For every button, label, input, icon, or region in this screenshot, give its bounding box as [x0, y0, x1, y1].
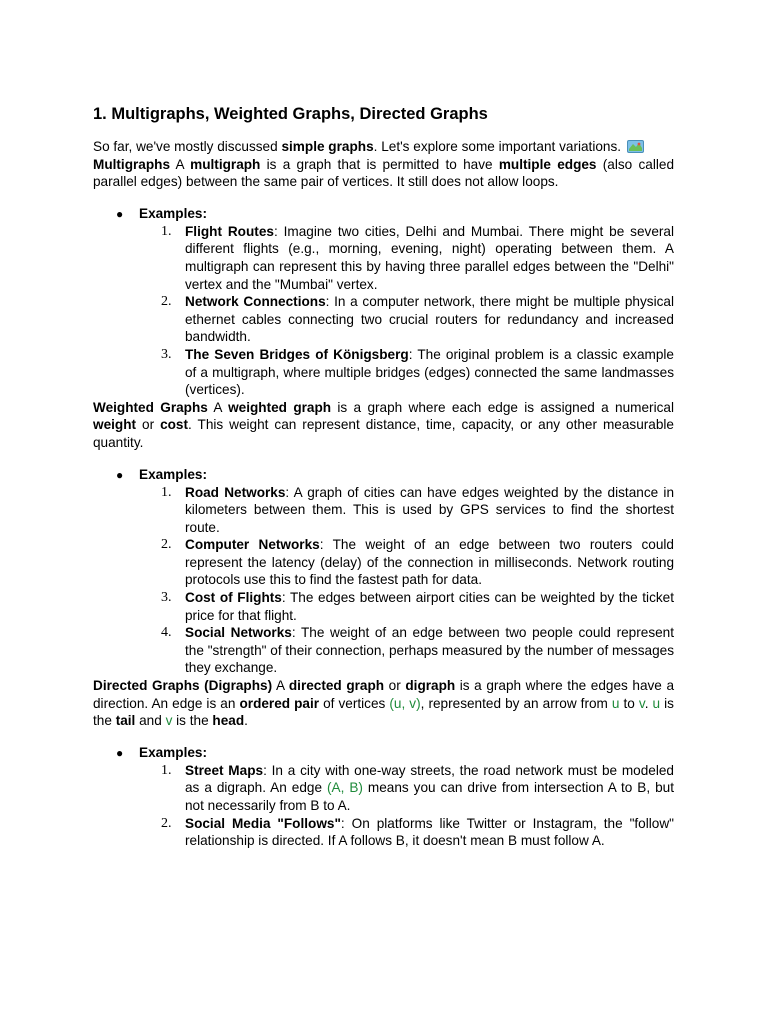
bullet-dot-icon: ●: [116, 745, 124, 760]
weighted-examples: [93, 466, 674, 678]
list-item: 1. Street Maps: In a city with one-way streets, the road network must be modeled as a digraph. An edge (A, B) means you can drive from intersection A to B, but not necessarily from B to A.: [161, 762, 675, 813]
map-icon: [627, 140, 644, 153]
document-content: [93, 103, 674, 850]
list-item: 3. The Seven Bridges of Königsberg: The original problem is a classic example of a multigraph, where multiple bridges (edges) connected the same landmasses (vertices).: [161, 346, 674, 398]
directed-examples: [93, 744, 674, 850]
multigraphs-example-list: [93, 223, 674, 399]
code-inline: u: [652, 695, 661, 711]
list-item: 4. Social Networks: The weight of an edge between two people could represent the "strength" of their connection, perhaps measured by the number of messages they exchange.: [161, 625, 675, 676]
directed-example-list: [93, 762, 674, 850]
weighted-heading: Weighted Graphs: [93, 399, 208, 415]
examples-bullet: ● Examples:: [116, 466, 208, 482]
intro-bold-term: simple graphs: [281, 139, 374, 154]
list-item: 2. Computer Networks: The weight of an edge between two routers could represent the latency (delay) of the connection in milliseconds. Network routing protocols use this to find the fastest path for data.: [161, 537, 674, 588]
bullet-dot-icon: ●: [116, 206, 124, 221]
list-item: 1. Flight Routes: Imagine two cities, Delhi and Mumbai. There might be several different flights (e.g., morning, evening, night) operating between them. A multigraph can represent this by having three parallel edges between the "Delhi" vertex and the "Mumbai" vertex.: [161, 223, 675, 292]
code-inline: u: [611, 695, 620, 711]
section-title: 1. Multigraphs, Weighted Graphs, Directed Graphs: [93, 105, 488, 123]
code-inline: v: [165, 713, 173, 729]
code-inline: (A, B): [326, 780, 363, 796]
weighted-example-list: [93, 484, 674, 678]
list-item: 1. Road Networks: A graph of cities can have edges weighted by the distance in kilometers between them. This is used by GPS services to find the shortest route.: [161, 484, 674, 535]
bullet-dot-icon: ●: [116, 467, 124, 482]
weighted-paragraph: Weighted Graphs A weighted graph is a graph where each edge is assigned a numerical weight or cost. This weight can represent distance, time, capacity, or any other measurable quantity.: [93, 399, 674, 450]
directed-paragraph: Directed Graphs (Digraphs) A directed graph or digraph is a graph where the edges have a direction. An edge is an ordered pair of vertices (u, v), represented by an arrow from u to v. u is the tail and v is the head.: [93, 678, 675, 729]
list-item: 2. Social Media "Follows": On platforms like Twitter or Instagram, the "follow" relationship is directed. If A follows B, it doesn't mean B must follow A.: [161, 815, 674, 849]
intro-paragraph: So far, we've mostly discussed simple graphs. Let's explore some important variations.: [93, 138, 674, 156]
multigraphs-heading: Multigraphs: [93, 156, 171, 172]
multigraphs-examples: [93, 205, 674, 399]
multigraphs-paragraph: Multigraphs A multigraph is a graph that is permitted to have multiple edges (also called parallel edges) between the same pair of vertices. It still does not allow loops.: [93, 156, 675, 190]
directed-heading: Directed Graphs (Digraphs): [93, 678, 273, 694]
list-item: 3. Cost of Flights: The edges between airport cities can be weighted by the ticket price for that flight.: [161, 590, 674, 623]
code-inline: v: [638, 695, 645, 711]
examples-bullet: ● Examples:: [116, 744, 208, 760]
examples-bullet: ● Examples:: [116, 205, 208, 221]
code-inline: (u, v): [389, 695, 421, 711]
list-item: 2. Network Connections: In a computer network, there might be multiple physical ethernet cables connecting two crucial routers for redundancy and increased bandwidth.: [161, 294, 674, 345]
